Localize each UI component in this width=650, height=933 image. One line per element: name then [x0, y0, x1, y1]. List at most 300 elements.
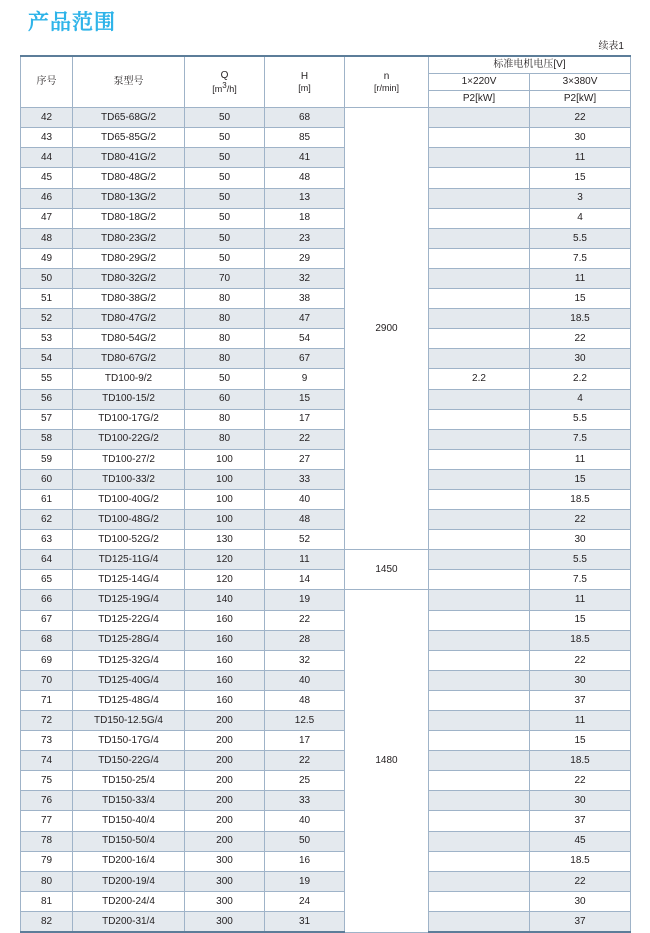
cell-h: 40	[265, 811, 345, 831]
cell-p2-220	[429, 831, 530, 851]
table-row	[21, 469, 631, 489]
cell-no: 59	[21, 449, 73, 469]
col-header-q-unit: [m3/h]	[212, 81, 237, 95]
cell-h: 22	[265, 429, 345, 449]
cell-h: 14	[265, 570, 345, 590]
cell-p2-220	[429, 289, 530, 309]
cell-q: 300	[185, 891, 265, 911]
cell-p2-380: 4	[530, 208, 631, 228]
table-row	[21, 711, 631, 731]
cell-no: 79	[21, 851, 73, 871]
cell-no: 43	[21, 128, 73, 148]
cell-model: TD125-32G/4	[73, 650, 185, 670]
cell-no: 76	[21, 791, 73, 811]
cell-model: TD200-16/4	[73, 851, 185, 871]
cell-model: TD80-54G/2	[73, 329, 185, 349]
cell-q: 160	[185, 690, 265, 710]
cell-p2-380: 15	[530, 731, 631, 751]
cell-h: 29	[265, 248, 345, 268]
cell-p2-220	[429, 911, 530, 932]
cell-model: TD150-17G/4	[73, 731, 185, 751]
cell-model: TD80-48G/2	[73, 168, 185, 188]
col-header-h	[265, 56, 345, 108]
page-title: 产品范围	[28, 11, 116, 34]
cell-p2-220	[429, 188, 530, 208]
cell-h: 31	[265, 911, 345, 932]
cell-model: TD125-40G/4	[73, 670, 185, 690]
cell-h: 38	[265, 289, 345, 309]
cell-h: 33	[265, 469, 345, 489]
table-row	[21, 248, 631, 268]
cell-p2-380: 11	[530, 711, 631, 731]
table-row	[21, 871, 631, 891]
cell-model: TD80-13G/2	[73, 188, 185, 208]
cell-model: TD150-12.5G/4	[73, 711, 185, 731]
cell-model: TD100-52G/2	[73, 530, 185, 550]
cell-model: TD125-48G/4	[73, 690, 185, 710]
cell-h: 23	[265, 228, 345, 248]
cell-no: 81	[21, 891, 73, 911]
table-row	[21, 791, 631, 811]
cell-h: 85	[265, 128, 345, 148]
table-row	[21, 108, 631, 128]
cell-h: 17	[265, 731, 345, 751]
cell-no: 61	[21, 489, 73, 509]
cell-h: 33	[265, 791, 345, 811]
cell-no: 55	[21, 369, 73, 389]
cell-p2-380: 18.5	[530, 489, 631, 509]
table-row	[21, 610, 631, 630]
cell-p2-220	[429, 650, 530, 670]
cell-no: 66	[21, 590, 73, 610]
cell-model: TD200-31/4	[73, 911, 185, 932]
cell-p2-380: 22	[530, 108, 631, 128]
cell-model: TD80-38G/2	[73, 289, 185, 309]
cell-p2-220	[429, 208, 530, 228]
cell-model: TD150-25/4	[73, 771, 185, 791]
cell-p2-220	[429, 389, 530, 409]
cell-h: 19	[265, 871, 345, 891]
cell-no: 63	[21, 530, 73, 550]
cell-no: 58	[21, 429, 73, 449]
cell-model: TD80-41G/2	[73, 148, 185, 168]
cell-no: 52	[21, 309, 73, 329]
cell-p2-220	[429, 550, 530, 570]
cell-h: 67	[265, 349, 345, 369]
table-row	[21, 731, 631, 751]
cell-no: 72	[21, 711, 73, 731]
cell-p2-220	[429, 349, 530, 369]
cell-h: 19	[265, 590, 345, 610]
cell-p2-380: 4	[530, 389, 631, 409]
cell-no: 46	[21, 188, 73, 208]
cell-p2-380: 22	[530, 329, 631, 349]
cell-q: 50	[185, 188, 265, 208]
cell-q: 200	[185, 831, 265, 851]
cell-model: TD100-22G/2	[73, 429, 185, 449]
cell-h: 54	[265, 329, 345, 349]
cell-h: 22	[265, 610, 345, 630]
table-row	[21, 309, 631, 329]
cell-q: 120	[185, 550, 265, 570]
cell-model: TD125-28G/4	[73, 630, 185, 650]
cell-model: TD150-40/4	[73, 811, 185, 831]
cell-h: 52	[265, 530, 345, 550]
cell-q: 80	[185, 429, 265, 449]
col-header-q-symbol: Q	[220, 69, 229, 81]
cell-q: 300	[185, 871, 265, 891]
cell-p2-380: 7.5	[530, 429, 631, 449]
table-row	[21, 690, 631, 710]
cell-p2-380: 7.5	[530, 248, 631, 268]
cell-model: TD150-22G/4	[73, 751, 185, 771]
col-header-v380: 3×380V	[530, 74, 631, 91]
col-header-n	[345, 56, 429, 108]
continued-label: 续表1	[598, 41, 624, 53]
cell-no: 74	[21, 751, 73, 771]
cell-no: 75	[21, 771, 73, 791]
cell-p2-220: 2.2	[429, 369, 530, 389]
table-row	[21, 389, 631, 409]
cell-no: 77	[21, 811, 73, 831]
cell-q: 140	[185, 590, 265, 610]
table-row	[21, 128, 631, 148]
table-row	[21, 630, 631, 650]
cell-model: TD100-33/2	[73, 469, 185, 489]
cell-q: 50	[185, 168, 265, 188]
cell-no: 67	[21, 610, 73, 630]
cell-q: 50	[185, 108, 265, 128]
cell-p2-380: 22	[530, 650, 631, 670]
cell-p2-220	[429, 811, 530, 831]
cell-q: 50	[185, 228, 265, 248]
cell-model: TD100-48G/2	[73, 510, 185, 530]
col-header-p2-380: P2[kW]	[530, 91, 631, 108]
cell-q: 300	[185, 851, 265, 871]
col-header-model: 泵型号	[73, 56, 185, 108]
cell-p2-380: 30	[530, 791, 631, 811]
col-header-voltage-group: 标准电机电压[V]	[429, 56, 631, 74]
cell-p2-220	[429, 268, 530, 288]
cell-p2-380: 5.5	[530, 228, 631, 248]
cell-no: 64	[21, 550, 73, 570]
cell-q: 80	[185, 309, 265, 329]
cell-q: 160	[185, 630, 265, 650]
cell-model: TD100-9/2	[73, 369, 185, 389]
table-row	[21, 590, 631, 610]
cell-p2-380: 7.5	[530, 570, 631, 590]
cell-h: 41	[265, 148, 345, 168]
table-row	[21, 489, 631, 509]
cell-p2-380: 15	[530, 168, 631, 188]
cell-model: TD65-68G/2	[73, 108, 185, 128]
cell-p2-380: 15	[530, 469, 631, 489]
cell-model: TD65-85G/2	[73, 128, 185, 148]
cell-p2-220	[429, 751, 530, 771]
cell-p2-220	[429, 409, 530, 429]
table-row	[21, 851, 631, 871]
cell-p2-220	[429, 871, 530, 891]
cell-h: 40	[265, 489, 345, 509]
col-header-n-symbol: n	[383, 71, 390, 83]
table-row	[21, 510, 631, 530]
cell-no: 62	[21, 510, 73, 530]
cell-q: 200	[185, 771, 265, 791]
cell-p2-220	[429, 731, 530, 751]
cell-h: 48	[265, 168, 345, 188]
cell-model: TD80-32G/2	[73, 268, 185, 288]
cell-p2-220	[429, 891, 530, 911]
cell-p2-380: 37	[530, 911, 631, 932]
cell-p2-380: 30	[530, 128, 631, 148]
cell-p2-380: 37	[530, 690, 631, 710]
cell-h: 13	[265, 188, 345, 208]
cell-p2-220	[429, 108, 530, 128]
cell-p2-220	[429, 791, 530, 811]
cell-h: 25	[265, 771, 345, 791]
cell-no: 44	[21, 148, 73, 168]
cell-no: 69	[21, 650, 73, 670]
cell-p2-220	[429, 590, 530, 610]
cell-no: 57	[21, 409, 73, 429]
col-header-h-unit: [m]	[298, 82, 311, 93]
table-row	[21, 449, 631, 469]
cell-speed: 1480	[345, 590, 429, 932]
cell-no: 78	[21, 831, 73, 851]
cell-p2-220	[429, 570, 530, 590]
table-row	[21, 650, 631, 670]
table-row	[21, 550, 631, 570]
cell-p2-220	[429, 329, 530, 349]
cell-model: TD150-33/4	[73, 791, 185, 811]
cell-p2-220	[429, 449, 530, 469]
col-header-h-symbol: H	[300, 71, 309, 83]
cell-p2-380: 22	[530, 510, 631, 530]
table-row	[21, 228, 631, 248]
cell-p2-380: 18.5	[530, 751, 631, 771]
cell-model: TD200-24/4	[73, 891, 185, 911]
cell-h: 12.5	[265, 711, 345, 731]
cell-q: 100	[185, 510, 265, 530]
cell-p2-220	[429, 128, 530, 148]
cell-h: 48	[265, 690, 345, 710]
cell-q: 50	[185, 369, 265, 389]
cell-no: 47	[21, 208, 73, 228]
table-row	[21, 208, 631, 228]
cell-p2-380: 30	[530, 530, 631, 550]
cell-speed: 1450	[345, 550, 429, 590]
cell-p2-380: 37	[530, 811, 631, 831]
cell-p2-220	[429, 610, 530, 630]
table-row	[21, 771, 631, 791]
cell-q: 80	[185, 329, 265, 349]
cell-model: TD80-67G/2	[73, 349, 185, 369]
cell-p2-220	[429, 510, 530, 530]
cell-p2-380: 11	[530, 268, 631, 288]
cell-h: 15	[265, 389, 345, 409]
cell-q: 200	[185, 811, 265, 831]
table-row	[21, 530, 631, 550]
cell-q: 100	[185, 489, 265, 509]
cell-p2-380: 30	[530, 891, 631, 911]
cell-q: 200	[185, 791, 265, 811]
cell-model: TD125-22G/4	[73, 610, 185, 630]
cell-model: TD80-23G/2	[73, 228, 185, 248]
cell-p2-220	[429, 228, 530, 248]
cell-p2-380: 18.5	[530, 630, 631, 650]
cell-no: 51	[21, 289, 73, 309]
cell-p2-220	[429, 168, 530, 188]
table-row	[21, 811, 631, 831]
cell-p2-220	[429, 771, 530, 791]
table-head	[21, 56, 631, 108]
cell-no: 54	[21, 349, 73, 369]
cell-h: 68	[265, 108, 345, 128]
cell-no: 68	[21, 630, 73, 650]
table-row	[21, 148, 631, 168]
table-row	[21, 329, 631, 349]
cell-model: TD100-40G/2	[73, 489, 185, 509]
cell-speed: 2900	[345, 108, 429, 550]
cell-model: TD200-19/4	[73, 871, 185, 891]
cell-q: 200	[185, 711, 265, 731]
table-row	[21, 751, 631, 771]
cell-q: 160	[185, 650, 265, 670]
col-header-q	[185, 56, 265, 108]
cell-p2-380: 11	[530, 590, 631, 610]
cell-model: TD100-17G/2	[73, 409, 185, 429]
cell-q: 60	[185, 389, 265, 409]
cell-model: TD150-50/4	[73, 831, 185, 851]
table-row	[21, 570, 631, 590]
table-row	[21, 911, 631, 932]
cell-h: 50	[265, 831, 345, 851]
cell-model: TD80-18G/2	[73, 208, 185, 228]
table-row	[21, 670, 631, 690]
cell-p2-380: 18.5	[530, 851, 631, 871]
cell-no: 71	[21, 690, 73, 710]
cell-p2-380: 22	[530, 771, 631, 791]
cell-no: 42	[21, 108, 73, 128]
cell-model: TD125-19G/4	[73, 590, 185, 610]
cell-p2-380: 3	[530, 188, 631, 208]
cell-p2-220	[429, 429, 530, 449]
cell-h: 18	[265, 208, 345, 228]
cell-h: 24	[265, 891, 345, 911]
cell-h: 9	[265, 369, 345, 389]
table-row	[21, 168, 631, 188]
cell-h: 27	[265, 449, 345, 469]
cell-p2-220	[429, 248, 530, 268]
cell-p2-220	[429, 711, 530, 731]
cell-q: 200	[185, 731, 265, 751]
col-header-no: 序号	[21, 56, 73, 108]
cell-p2-220	[429, 690, 530, 710]
cell-h: 48	[265, 510, 345, 530]
cell-p2-380: 15	[530, 610, 631, 630]
cell-q: 50	[185, 208, 265, 228]
cell-p2-380: 15	[530, 289, 631, 309]
table-row	[21, 349, 631, 369]
cell-h: 32	[265, 268, 345, 288]
cell-p2-220	[429, 530, 530, 550]
cell-no: 45	[21, 168, 73, 188]
cell-q: 130	[185, 530, 265, 550]
cell-p2-220	[429, 489, 530, 509]
table-row	[21, 268, 631, 288]
cell-p2-380: 5.5	[530, 409, 631, 429]
cell-p2-380: 11	[530, 148, 631, 168]
cell-no: 82	[21, 911, 73, 932]
cell-q: 50	[185, 148, 265, 168]
cell-q: 200	[185, 751, 265, 771]
cell-p2-380: 11	[530, 449, 631, 469]
cell-p2-380: 18.5	[530, 309, 631, 329]
cell-q: 50	[185, 128, 265, 148]
cell-q: 80	[185, 409, 265, 429]
table-row	[21, 429, 631, 449]
cell-p2-380: 30	[530, 349, 631, 369]
cell-model: TD100-15/2	[73, 389, 185, 409]
cell-model: TD125-11G/4	[73, 550, 185, 570]
cell-no: 49	[21, 248, 73, 268]
cell-q: 80	[185, 289, 265, 309]
cell-p2-220	[429, 670, 530, 690]
cell-q: 160	[185, 610, 265, 630]
cell-h: 40	[265, 670, 345, 690]
col-header-v220: 1×220V	[429, 74, 530, 91]
cell-no: 65	[21, 570, 73, 590]
cell-q: 80	[185, 349, 265, 369]
cell-q: 50	[185, 248, 265, 268]
cell-p2-380: 2.2	[530, 369, 631, 389]
col-header-n-unit: [r/min]	[373, 82, 399, 93]
cell-p2-380: 5.5	[530, 550, 631, 570]
product-range-table	[20, 55, 631, 933]
table-row	[21, 831, 631, 851]
cell-q: 160	[185, 670, 265, 690]
cell-p2-380: 22	[530, 871, 631, 891]
cell-p2-220	[429, 469, 530, 489]
table-row	[21, 188, 631, 208]
table-row	[21, 891, 631, 911]
cell-p2-220	[429, 309, 530, 329]
cell-q: 100	[185, 469, 265, 489]
table-row	[21, 409, 631, 429]
cell-q: 100	[185, 449, 265, 469]
cell-model: TD80-29G/2	[73, 248, 185, 268]
col-header-p2-220: P2[kW]	[429, 91, 530, 108]
table-row	[21, 289, 631, 309]
cell-h: 11	[265, 550, 345, 570]
cell-q: 300	[185, 911, 265, 932]
cell-h: 32	[265, 650, 345, 670]
cell-h: 28	[265, 630, 345, 650]
cell-h: 16	[265, 851, 345, 871]
table-body	[21, 108, 631, 932]
cell-q: 70	[185, 268, 265, 288]
cell-no: 56	[21, 389, 73, 409]
table-row	[21, 369, 631, 389]
cell-p2-220	[429, 851, 530, 871]
cell-no: 80	[21, 871, 73, 891]
cell-h: 47	[265, 309, 345, 329]
cell-p2-380: 45	[530, 831, 631, 851]
cell-no: 60	[21, 469, 73, 489]
cell-no: 48	[21, 228, 73, 248]
cell-h: 17	[265, 409, 345, 429]
cell-model: TD100-27/2	[73, 449, 185, 469]
